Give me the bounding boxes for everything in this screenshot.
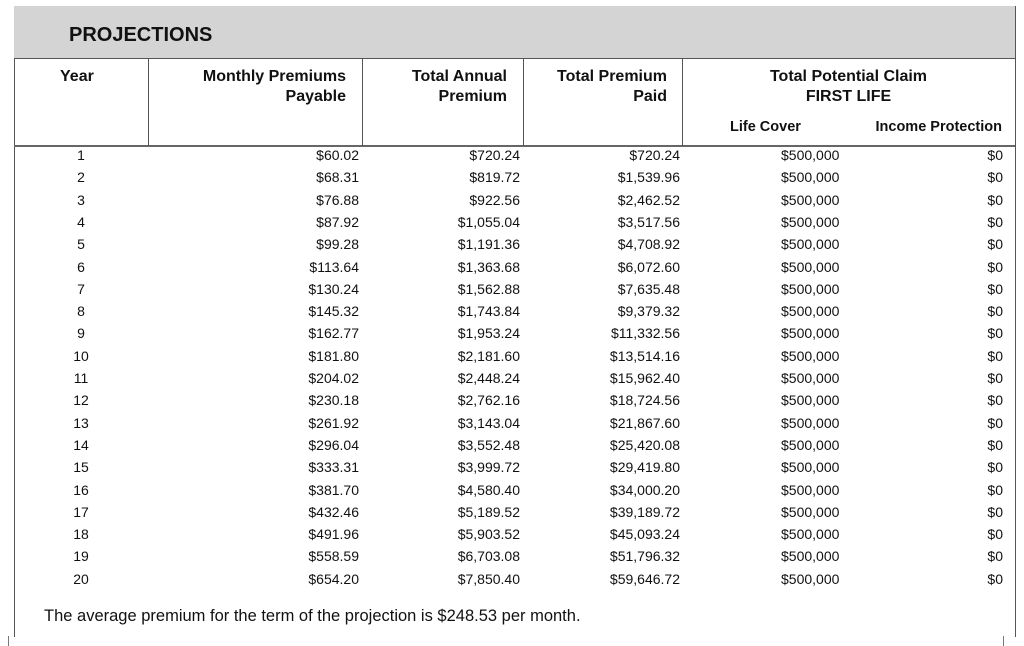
cell-annual-premium: $3,999.72 xyxy=(457,459,520,476)
cell-income-protection: $0 xyxy=(987,347,1003,364)
cell-life-cover: $500,000 xyxy=(781,258,840,275)
cell-life-cover: $500,000 xyxy=(781,191,840,208)
header-total-potential-claim xyxy=(683,67,1014,107)
cell-life-cover: $500,000 xyxy=(781,548,840,565)
cell-income-protection: $0 xyxy=(987,436,1003,453)
cell-life-cover: $500,000 xyxy=(781,280,840,297)
cell-year: 14 xyxy=(73,436,89,453)
cell-income-protection: $0 xyxy=(987,414,1003,431)
cell-premium-paid: $6,072.60 xyxy=(617,258,680,275)
cell-year: 13 xyxy=(73,414,89,431)
header-total-premium-paid xyxy=(557,67,667,107)
cell-monthly-premium: $261.92 xyxy=(308,414,359,431)
header-line: Total Potential Claim xyxy=(769,68,928,85)
header-year: Year xyxy=(60,68,94,85)
cell-premium-paid: $29,419.80 xyxy=(609,459,680,476)
cell-life-cover: $500,000 xyxy=(781,213,840,230)
cell-premium-paid: $7,635.48 xyxy=(617,280,680,297)
cell-monthly-premium: $654.20 xyxy=(308,570,359,587)
cell-premium-paid: $13,514.16 xyxy=(609,347,680,364)
cell-premium-paid: $21,867.60 xyxy=(609,414,680,431)
cell-income-protection: $0 xyxy=(987,258,1003,275)
cell-year: 5 xyxy=(77,236,85,253)
title-bar xyxy=(14,6,1015,59)
cell-monthly-premium: $76.88 xyxy=(316,191,359,208)
cell-annual-premium: $720.24 xyxy=(469,147,520,163)
cell-year: 16 xyxy=(73,481,89,498)
cell-year: 1 xyxy=(77,147,85,163)
table-row xyxy=(14,166,1014,188)
cell-annual-premium: $3,143.04 xyxy=(457,414,520,431)
cell-monthly-premium: $130.24 xyxy=(308,280,359,297)
table-row xyxy=(14,434,1014,456)
page-edge-mark xyxy=(8,636,9,646)
cell-income-protection: $0 xyxy=(987,191,1003,208)
cell-year: 8 xyxy=(77,303,85,320)
cell-income-protection: $0 xyxy=(987,548,1003,565)
cell-annual-premium: $1,743.84 xyxy=(457,303,520,320)
cell-annual-premium: $2,448.24 xyxy=(457,370,520,386)
cell-premium-paid: $1,539.96 xyxy=(617,169,680,186)
table-row xyxy=(14,189,1014,211)
header-line: Paid xyxy=(633,88,667,105)
cell-premium-paid: $3,517.56 xyxy=(617,213,680,230)
cell-monthly-premium: $491.96 xyxy=(308,526,359,543)
table-row xyxy=(14,545,1014,567)
table-row xyxy=(14,389,1014,411)
cell-monthly-premium: $432.46 xyxy=(308,503,359,520)
cell-monthly-premium: $60.02 xyxy=(316,147,359,163)
table-row xyxy=(14,345,1014,367)
cell-income-protection: $0 xyxy=(987,147,1003,163)
cell-life-cover: $500,000 xyxy=(781,436,840,453)
cell-income-protection: $0 xyxy=(987,526,1003,543)
page-edge-mark xyxy=(1003,636,1004,646)
cell-monthly-premium: $162.77 xyxy=(308,325,359,342)
cell-monthly-premium: $68.31 xyxy=(316,169,359,186)
cell-year: 3 xyxy=(77,191,85,208)
cell-life-cover: $500,000 xyxy=(781,570,840,587)
table-row xyxy=(14,568,1014,590)
table-row xyxy=(14,211,1014,233)
header-total-annual-premium xyxy=(412,67,507,107)
cell-income-protection: $0 xyxy=(987,481,1003,498)
cell-annual-premium: $1,562.88 xyxy=(457,280,520,297)
cell-income-protection: $0 xyxy=(987,236,1003,253)
cell-annual-premium: $1,055.04 xyxy=(457,213,520,230)
table-row xyxy=(14,144,1014,166)
cell-year: 18 xyxy=(73,526,89,543)
table-row xyxy=(14,233,1014,255)
cell-life-cover: $500,000 xyxy=(781,147,840,163)
cell-monthly-premium: $204.02 xyxy=(308,370,359,386)
cell-life-cover: $500,000 xyxy=(781,347,840,364)
cell-income-protection: $0 xyxy=(987,392,1003,409)
cell-annual-premium: $922.56 xyxy=(469,191,520,208)
section-title: PROJECTIONS xyxy=(69,24,213,46)
cell-monthly-premium: $145.32 xyxy=(308,303,359,320)
cell-life-cover: $500,000 xyxy=(781,236,840,253)
cell-premium-paid: $34,000.20 xyxy=(609,481,680,498)
cell-monthly-premium: $381.70 xyxy=(308,481,359,498)
table-row xyxy=(14,322,1014,344)
cell-monthly-premium: $296.04 xyxy=(308,436,359,453)
cell-premium-paid: $4,708.92 xyxy=(617,236,680,253)
cell-annual-premium: $4,580.40 xyxy=(457,481,520,498)
cell-income-protection: $0 xyxy=(987,570,1003,587)
cell-year: 2 xyxy=(77,169,85,186)
cell-income-protection: $0 xyxy=(987,169,1003,186)
cell-annual-premium: $1,363.68 xyxy=(457,258,520,275)
cell-annual-premium: $5,903.52 xyxy=(457,526,520,543)
cell-monthly-premium: $333.31 xyxy=(308,459,359,476)
cell-year: 12 xyxy=(73,392,89,409)
cell-year: 20 xyxy=(73,570,89,587)
cell-annual-premium: $2,181.60 xyxy=(457,347,520,364)
header-income-protection: Income Protection xyxy=(875,119,1002,135)
cell-income-protection: $0 xyxy=(987,503,1003,520)
cell-year: 19 xyxy=(73,548,89,565)
cell-year: 7 xyxy=(77,280,85,297)
cell-income-protection: $0 xyxy=(987,325,1003,342)
header-line: FIRST LIFE xyxy=(805,88,892,105)
cell-premium-paid: $25,420.08 xyxy=(609,436,680,453)
cell-year: 15 xyxy=(73,459,89,476)
cell-premium-paid: $51,796.32 xyxy=(609,548,680,565)
header-line: Total Premium xyxy=(557,68,667,85)
cell-premium-paid: $39,189.72 xyxy=(609,503,680,520)
cell-life-cover: $500,000 xyxy=(781,459,840,476)
cell-annual-premium: $819.72 xyxy=(469,169,520,186)
header-line: Total Annual xyxy=(411,68,507,85)
cell-year: 4 xyxy=(77,213,85,230)
cell-life-cover: $500,000 xyxy=(781,414,840,431)
table-row xyxy=(14,300,1014,322)
cell-income-protection: $0 xyxy=(987,370,1003,386)
cell-life-cover: $500,000 xyxy=(781,392,840,409)
cell-life-cover: $500,000 xyxy=(781,526,840,543)
cell-premium-paid: $2,462.52 xyxy=(617,191,680,208)
table-row xyxy=(14,523,1014,545)
header-line: Premium xyxy=(438,88,507,105)
cell-monthly-premium: $87.92 xyxy=(316,213,359,230)
cell-premium-paid: $11,332.56 xyxy=(610,325,680,342)
cell-annual-premium: $6,703.08 xyxy=(457,548,520,565)
cell-annual-premium: $1,191.36 xyxy=(457,236,520,253)
cell-life-cover: $500,000 xyxy=(781,303,840,320)
header-line: Payable xyxy=(285,88,346,105)
column-divider xyxy=(362,59,363,146)
header-monthly-premiums xyxy=(203,67,346,107)
table-row xyxy=(14,479,1014,501)
cell-monthly-premium: $113.64 xyxy=(309,258,359,275)
table-row xyxy=(14,501,1014,523)
cell-monthly-premium: $230.18 xyxy=(308,392,359,409)
cell-year: 9 xyxy=(77,325,85,342)
cell-income-protection: $0 xyxy=(987,280,1003,297)
cell-annual-premium: $1,953.24 xyxy=(457,325,520,342)
cell-life-cover: $500,000 xyxy=(781,481,840,498)
table-row xyxy=(14,278,1014,300)
cell-monthly-premium: $558.59 xyxy=(308,548,359,565)
header-line: Monthly Premiums xyxy=(202,68,346,85)
cell-annual-premium: $7,850.40 xyxy=(457,570,520,587)
cell-life-cover: $500,000 xyxy=(781,325,840,342)
table-row xyxy=(14,256,1014,278)
cell-life-cover: $500,000 xyxy=(781,169,840,186)
table-row xyxy=(14,412,1014,434)
cell-income-protection: $0 xyxy=(987,213,1003,230)
cell-premium-paid: $18,724.56 xyxy=(609,392,680,409)
cell-monthly-premium: $181.80 xyxy=(308,347,359,364)
table-row xyxy=(14,456,1014,478)
cell-annual-premium: $3,552.48 xyxy=(457,436,520,453)
column-divider xyxy=(523,59,524,146)
cell-premium-paid: $45,093.24 xyxy=(609,526,680,543)
header-life-cover: Life Cover xyxy=(730,119,801,135)
cell-monthly-premium: $99.28 xyxy=(316,236,359,253)
average-premium-note: The average premium for the term of the projection is $248.53 per month. xyxy=(44,607,581,625)
table-row xyxy=(14,367,1014,389)
cell-premium-paid: $59,646.72 xyxy=(609,570,680,587)
cell-annual-premium: $5,189.52 xyxy=(457,503,520,520)
cell-premium-paid: $9,379.32 xyxy=(617,303,680,320)
column-divider xyxy=(148,59,149,146)
cell-year: 10 xyxy=(73,347,89,364)
cell-income-protection: $0 xyxy=(987,303,1003,320)
cell-year: 11 xyxy=(73,370,89,386)
cell-year: 6 xyxy=(77,258,85,275)
cell-premium-paid: $720.24 xyxy=(629,147,680,163)
cell-life-cover: $500,000 xyxy=(781,503,840,520)
cell-life-cover: $500,000 xyxy=(781,370,840,386)
cell-income-protection: $0 xyxy=(987,459,1003,476)
cell-year: 17 xyxy=(73,503,89,520)
cell-annual-premium: $2,762.16 xyxy=(457,392,520,409)
cell-premium-paid: $15,962.40 xyxy=(609,370,680,386)
